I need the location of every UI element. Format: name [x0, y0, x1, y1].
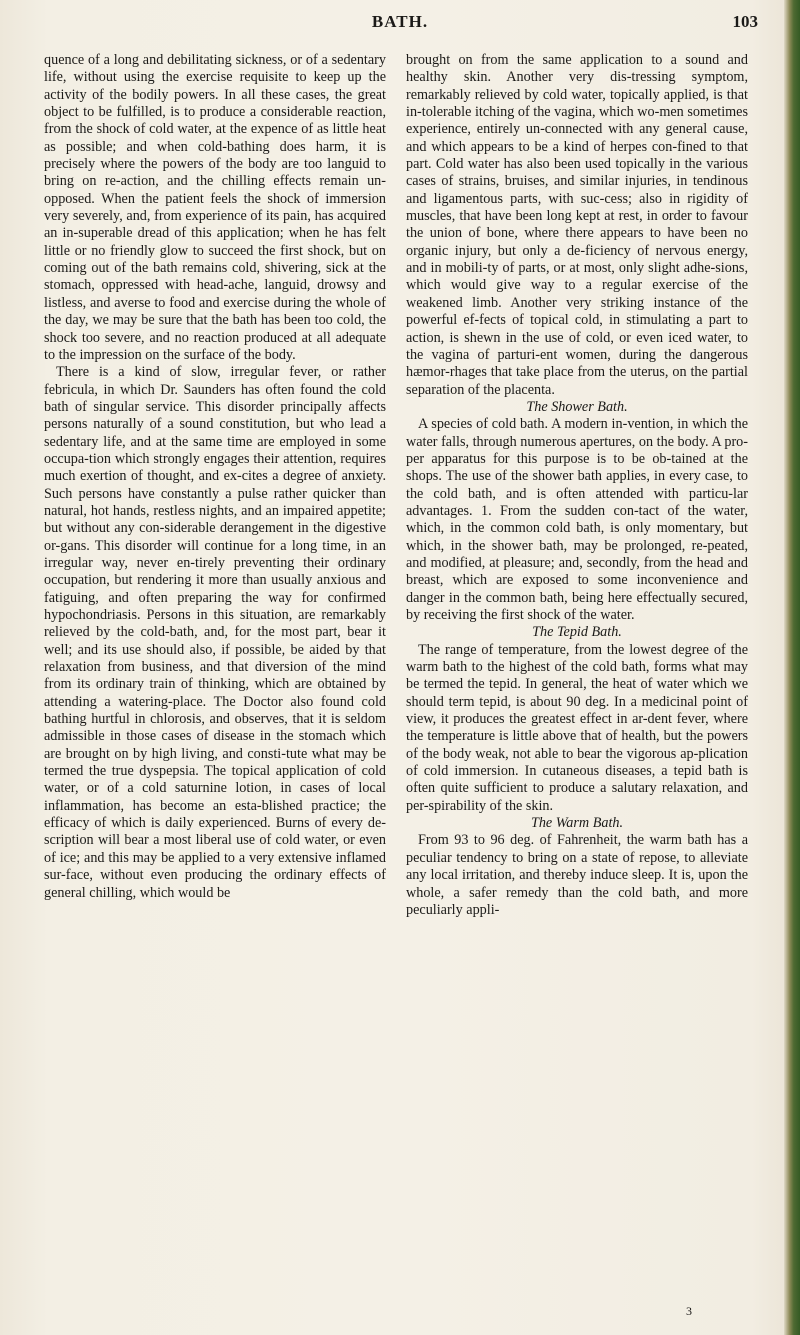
- page-header: [0, 12, 800, 42]
- running-head: BATH.: [371, 12, 429, 31]
- paragraph-topical-cold: brought on from the same application to a sound and healthy skin. Another very dis-tressing symptom, remarkably relieved by cold water, topically applied, is that in-tolerable itching of the vagina, which wo-men sometimes experience, entirely un-connected with any general cause, and which appears to be a kind of herpes con-fined to that part. Cold water has also been used topically in the various cases of strains, bruises, and similar injuries, in tendinous and ligamentous parts, with suc-cess; also in rigidity of muscles, that have been long kept at rest, in order to favour the union of bone, where there appears to have been no organic injury, but only a de-ficiency of nervous energy, and in mobili-ty of parts, or at most, only slight adhe-sions, which would give way to a regular exercise of the weakened limb. Another very striking instance of the powerful ef-fects of topical cold, in stimulating a part to action, is shewn in the use of cold, or even iced water, to the vagina of parturi-ent women, during the dangerous hæmor-rhages that take place from the uterus, on the partial separation of the placenta.: [406, 52, 748, 398]
- section-heading-shower-bath: The Shower Bath.: [526, 398, 628, 415]
- page-number: 103: [732, 12, 758, 31]
- section-heading-warm-bath: The Warm Bath.: [530, 815, 624, 832]
- paragraph-continuation: quence of a long and debilitating sickness, or of a sedentary life, without using the exercise requisite to keep up the activity of the bodily powers. In all these cases, the great object to be fulfilled, is to produce a considerable reaction, from the shock of cold water, at the expence of as little heat as possible; and when cold-bathing does harm, it is precisely where the powers of the body are too languid to bring on re-action, and the chilling effects remain un-opposed. When the patient feels the shock of immersion very severely, and, from experience of its pain, has acquired an in-superable dread of this application; when he has felt little or no friendly glow to succeed the first shock, but on coming out of the bath remains cold, shivering, sick at the stomach, oppressed with head-ache, languid, drowsy and listless, and averse to food and exercise during the whole of the day, we may be sure that the bath has been too cold, the shock too severe, and no reaction produced at all adequate to the impression on the surface of the body.: [44, 52, 386, 363]
- paragraph-tepid-bath: The range of temperature, from the lowest degree of the warm bath to the highest of the cold bath, forms what may be termed the tepid. In general, the heat of water which we should term tepid, is about 90 deg. In a medicinal point of view, it produces the greatest effect in ar-dent fever, where the temperature is little above that of health, but the powers of the body weak, not able to bear the vigorous ap-plication of cold immersion. In cutaneous diseases, a tepid bath is often quite sufficient to produce a salutary relaxation, and per-spirability of the skin.: [406, 641, 748, 814]
- left-column: [44, 52, 386, 902]
- section-heading-tepid-bath: The Tepid Bath.: [532, 624, 622, 641]
- paragraph-febricula: There is a kind of slow, irregular fever, or rather febricula, in which Dr. Saunders has often found the cold bath of singular service. This disorder principally affects persons naturally of a sound constitution, but who lead a sedentary life, and at the same time are employed in some occupa-tion which strongly engages their attention, requires much exertion of thought, and ex-cites a degree of anxiety. Such persons have constantly a pulse rather quicker than natural, hot hands, restless nights, and an impaired appetite; but without any con-siderable derangement in the digestive or-gans. This disorder will continue for a long time, in an irregular way, never en-tirely preventing their ordinary occupation, but rendering it more than usually anxious and fatiguing, and often preparing the way for confirmed hypochondriasis. Persons in this situation, are remarkably relieved by the cold-bath, and, for the most part, bear it well; and its use should also, if possible, be aided by that relaxation from business, and that diversion of the mind from its ordinary train of thinking, which are obtained by attending a watering-place. The Doctor also found cold bathing hurtful in chlorosis, and observes, that it is seldom admissible in those cases of disease in the stomach which are brought on by high living, and consti-tute what may be termed the true dyspepsia. The topical application of cold water, or of a cold saturnine lotion, in cases of local inflammation, has become an esta-blished practice; the efficacy of which is daily experienced. Burns of every de-scription will bear a most liberal use of cold water, or even of ice; and this may be applied to a very extensive inflamed sur-face, without even producing the ordinary effects of general chilling, which would be: [44, 364, 386, 901]
- paragraph-warm-bath: From 93 to 96 deg. of Fahrenheit, the warm bath has a peculiar tendency to bring on a state of repose, to alleviate any local irritation, and thereby induce sleep. It is, upon the whole, a safer remedy than the cold bath, and more peculiarly appli-: [406, 832, 748, 918]
- signature-mark: 3: [686, 1304, 692, 1318]
- page-edge: [784, 0, 800, 1335]
- right-column: [406, 52, 748, 919]
- paragraph-shower-bath: A species of cold bath. A modern in-vention, in which the water falls, through numerous apertures, on the body. A pro-per apparatus for this purpose is to be ob-tained at the shops. The use of the shower bath applies, in every case, to the cold bath, and is often attended with particu-lar advantages. 1. From the sudden con-tact of the water, which, in the common cold bath, is only momentary, but which, in the shower bath, may be prolonged, re-peated, and modified, at pleasure; and, secondly, from the head and breast, which are exposed to some inconvenience and danger in the common bath, being here effectually secured, by receiving the first shock of the water.: [406, 416, 748, 623]
